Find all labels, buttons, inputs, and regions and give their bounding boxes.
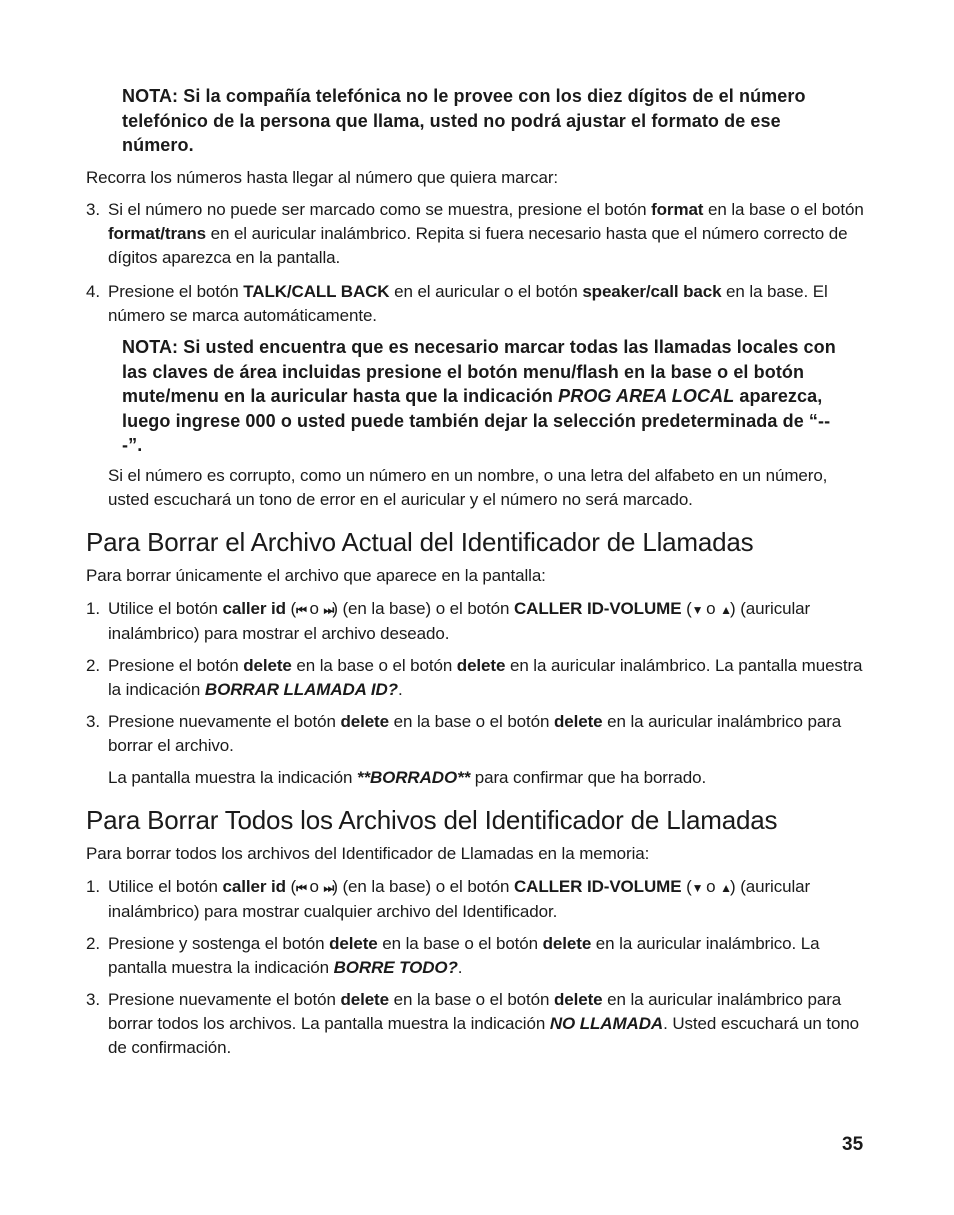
section-heading-delete-current: Para Borrar el Archivo Actual del Identificador de Llamadas: [86, 527, 754, 557]
list-number: 3.: [86, 200, 100, 219]
list-number: 2.: [86, 934, 100, 953]
section2-step-2: [86, 932, 876, 980]
format-trans-button-label: format/trans: [108, 224, 206, 243]
display-indication: BORRAR LLAMADA ID?: [204, 680, 398, 699]
up-arrow-icon: ▲: [720, 881, 731, 895]
skip-forward-icon: ⏭: [323, 603, 333, 617]
speaker-call-back-button-label: speaker/call back: [582, 282, 722, 301]
list-text: Si el número no puede ser marcado como se muestra, presione el botón format en la base o el botón format/trans en el auricular inalámbrico. Repita si fuera necesario hasta que el número correcto de dígitos aparezca en la pantalla.: [108, 200, 864, 267]
list-number: 4.: [86, 282, 100, 301]
section-intro: Para borrar únicamente el archivo que aparece en la pantalla:: [86, 566, 546, 585]
section1-step-1: [86, 597, 876, 646]
note-area-code-digits: NOTA: Si la compañía telefónica no le provee con los diez dígitos de el número telefónico de la persona que llama, usted no podrá ajustar el formato de ese número.: [122, 86, 806, 155]
section1-step-3: [86, 710, 876, 758]
skip-back-icon: ⏮: [296, 603, 305, 617]
display-indication: **BORRADO**: [356, 768, 471, 787]
skip-forward-icon: ⏭: [323, 881, 333, 895]
list-text: Presione nuevamente el botón delete en la base o el botón delete en la auricular inalámbrico para borrar todos los archivos. La pantalla muestra la indicación NO LLAMADA. Usted escuchará un tono de confirmación.: [108, 990, 860, 1057]
list-text: Utilice el botón caller id (⏮ o ⏭) (en la base) o el botón CALLER ID-VOLUME (▼ o ▲) (auricular inalámbrico) para mostrar el archivo deseado.: [108, 599, 811, 643]
skip-back-icon: ⏮: [296, 881, 305, 895]
intro-text: Recorra los números hasta llegar al número que quiera marcar:: [86, 168, 559, 187]
section2-step-3: [86, 988, 876, 1060]
list-text: Presione el botón TALK/CALL BACK en el auricular o el botón speaker/call back en la base. El número se marca automáticamente.: [108, 282, 828, 325]
list-number: 3.: [86, 990, 100, 1009]
display-indication: BORRE TODO?: [333, 958, 458, 977]
prog-area-local-indication: PROG AREA LOCAL: [558, 386, 735, 406]
list-number: 1.: [86, 599, 100, 618]
list-text: Presione el botón delete en la base o el botón delete en la auricular inalámbrico. La pantalla muestra la indicación BORRAR LLAMADA ID?.: [108, 656, 863, 699]
section1-step-2: [86, 654, 876, 702]
talk-call-back-button-label: TALK/CALL BACK: [243, 282, 390, 301]
section-heading-delete-all: Para Borrar Todos los Archivos del Identificador de Llamadas: [86, 805, 778, 835]
section-intro: Para borrar todos los archivos del Identificador de Llamadas en la memoria:: [86, 844, 650, 863]
format-button-label: format: [651, 200, 704, 219]
page-number: 35: [842, 1134, 864, 1155]
confirm-text: La pantalla muestra la indicación **BORRADO** para confirmar que ha borrado.: [108, 768, 707, 787]
corrupt-number-text: Si el número es corrupto, como un número en un nombre, o una letra del alfabeto en un número, usted escuchará un tono de error en el auricular y el número no será marcado.: [108, 466, 828, 509]
note-local-area-code: NOTA: Si usted encuentra que es necesario marcar todas las llamadas locales con las claves de área incluidas presione el botón menu/flash en la base o el botón mute/menu en la auricular hasta que la indicación PROG AREA LOCAL aparezca, luego ingrese 000 o usted puede también dejar la selección predeterminada de “---”.: [122, 337, 836, 455]
list-item-3: [86, 198, 876, 270]
list-text: Presione y sostenga el botón delete en la base o el botón delete en la auricular inalámbrico. La pantalla muestra la indicación BORRE TODO?.: [108, 934, 820, 977]
list-text: Presione nuevamente el botón delete en la base o el botón delete en la auricular inalámbrico para borrar el archivo.: [108, 712, 842, 755]
list-number: 2.: [86, 656, 100, 675]
down-arrow-icon: ▼: [691, 603, 702, 617]
section2-step-1: [86, 875, 876, 924]
down-arrow-icon: ▼: [691, 881, 702, 895]
list-number: 1.: [86, 877, 100, 896]
up-arrow-icon: ▲: [720, 603, 731, 617]
list-number: 3.: [86, 712, 100, 731]
display-indication: NO LLAMADA: [549, 1014, 664, 1033]
list-item-4: [86, 280, 876, 328]
list-text: Utilice el botón caller id (⏮ o ⏭) (en la base) o el botón CALLER ID-VOLUME (▼ o ▲) (auricular inalámbrico) para mostrar cualquier archivo del Identificador.: [108, 877, 811, 921]
